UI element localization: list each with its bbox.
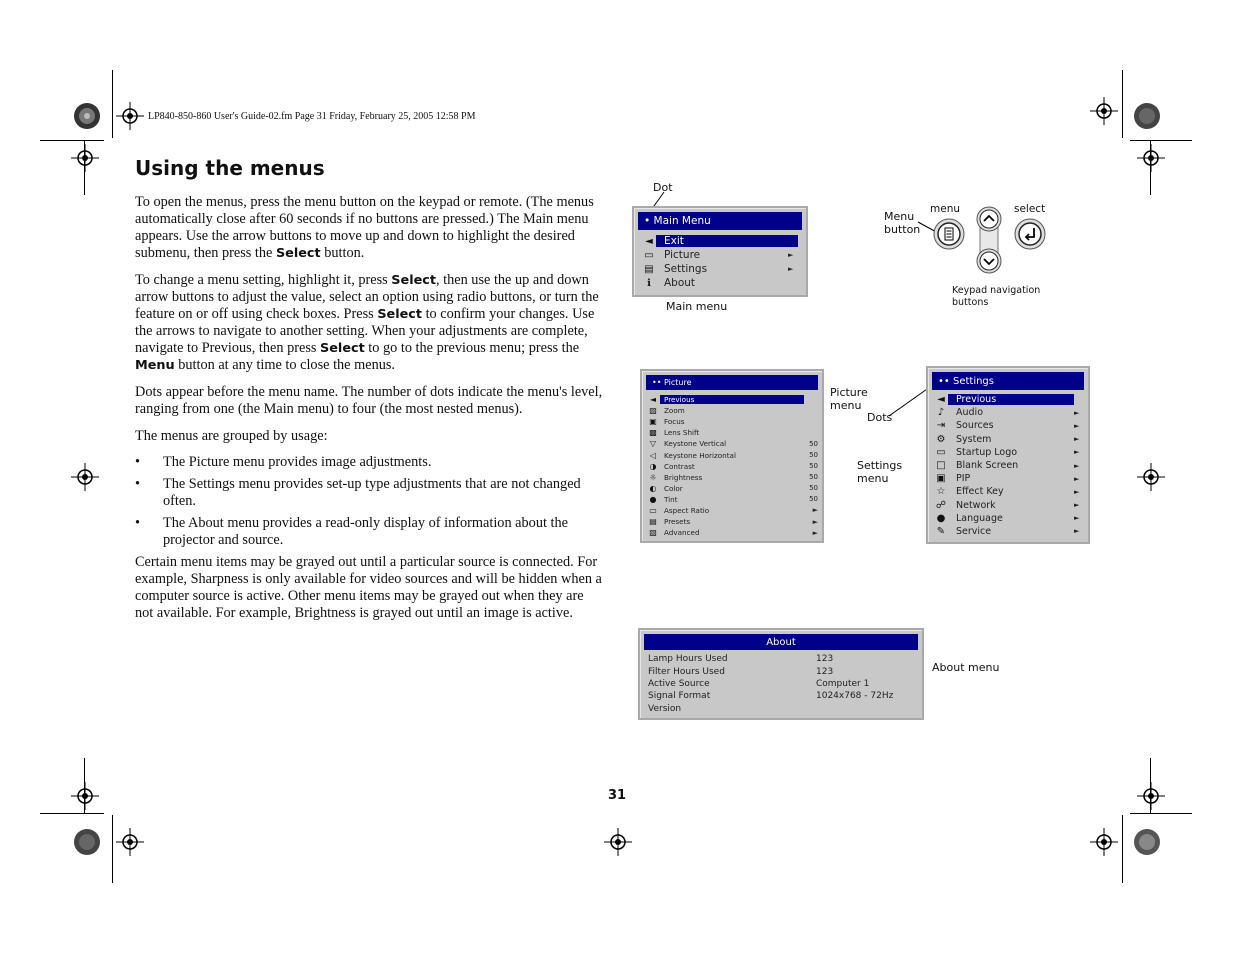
keypad-menu-label: menu <box>930 203 960 215</box>
about-row-label: Filter Hours Used <box>648 666 725 677</box>
menu-item-value: 50 <box>809 439 818 448</box>
submenu-arrow-icon: ► <box>1074 448 1080 457</box>
chevron-down-icon <box>976 248 1002 274</box>
picture-menu-item[interactable] <box>646 438 818 449</box>
bullet-text: The Settings menu provides set-up type adjustments that are not changed often. <box>163 476 581 509</box>
picture-item-icon: ▨ <box>649 406 657 416</box>
crosshair-icon <box>1090 828 1118 856</box>
picture-menu-list <box>646 394 818 538</box>
menu-item-label: Previous <box>948 394 1074 405</box>
crosshair-icon <box>1090 97 1118 125</box>
submenu-arrow-icon: ► <box>1074 527 1080 536</box>
bullet-item-settings <box>135 476 605 510</box>
bullet-item-about <box>135 515 605 549</box>
keypad-nav-label-line: buttons <box>952 297 989 308</box>
picture-menu-item[interactable] <box>646 416 818 427</box>
picture-item-icon: ▣ <box>649 417 657 427</box>
settings-menu-item[interactable] <box>934 459 1084 472</box>
submenu-arrow-icon: ► <box>788 265 794 273</box>
menu-item-label: Sources <box>956 420 994 432</box>
paragraph-2: To change a menu setting, highlight it, press Select, then use the up and down arrow buttons to adjust the value, select an option using radio buttons, or turn the feature on or off using check boxes. Press Select to confirm your changes. Use the arrows to navigate to another setting. When your adjustments are complete, navigate to Previous, then press Select to go to the previous menu; press the Menu button at any time to close the menus. <box>135 272 599 373</box>
picture-menu-item[interactable] <box>646 472 818 483</box>
menu-button-icon <box>933 218 965 250</box>
bullet-marker: • <box>135 454 141 470</box>
up-arrow-button[interactable] <box>976 206 1002 232</box>
menu-item-label: Blank Screen <box>956 460 1019 472</box>
main-menu-list <box>642 234 798 290</box>
menu-item-label: About <box>664 277 696 289</box>
settings-menu-caption <box>857 459 902 485</box>
down-arrow-button[interactable] <box>976 248 1002 274</box>
menu-item-label: Effect Key <box>956 486 1004 498</box>
main-menu-caption: Main menu <box>666 300 728 313</box>
menu-item-label: Presets <box>664 517 691 527</box>
picture-menu-item[interactable] <box>646 527 818 538</box>
settings-item-icon: ◄ <box>937 394 945 406</box>
menu-item-label: System <box>956 433 992 445</box>
picture-item-icon: ▤ <box>649 517 657 527</box>
menu-button-label-line: Menu <box>884 210 915 223</box>
crosshair-icon <box>1137 463 1165 491</box>
bullet-text: The About menu provides a read-only display of information about the projector and source. <box>163 515 568 548</box>
settings-menu-item[interactable] <box>934 499 1084 512</box>
dots-label: Dots <box>867 411 893 424</box>
menu-item-label: Picture <box>664 249 701 261</box>
dot-label: Dot <box>653 181 673 194</box>
menu-item-label: Contrast <box>664 461 695 471</box>
picture-menu-item[interactable] <box>646 394 818 405</box>
about-row <box>648 703 914 715</box>
picture-menu-item[interactable] <box>646 483 818 494</box>
settings-menu-item[interactable] <box>934 446 1084 459</box>
picture-item-icon: ▧ <box>649 528 657 538</box>
keypad-nav-label-line: Keypad navigation <box>952 285 1041 296</box>
settings-menu-item[interactable] <box>934 393 1084 406</box>
settings-item-icon: ☍ <box>935 499 947 511</box>
picture-menu-item[interactable] <box>646 405 818 416</box>
settings-item-icon: ♪ <box>937 407 945 419</box>
about-row-value: 123 <box>816 666 834 677</box>
about-row-value: Computer 1 <box>816 678 870 689</box>
info-icon: ℹ <box>647 277 651 289</box>
submenu-arrow-icon: ► <box>1074 421 1080 430</box>
picture-menu-item[interactable] <box>646 516 818 527</box>
submenu-arrow-icon: ► <box>1074 514 1080 523</box>
about-row <box>648 678 914 690</box>
settings-menu-window <box>926 366 1090 544</box>
paragraph-1: To open the menus, press the menu button on the keypad or remote. (The menus automatically close after 60 seconds if no buttons are pressed.) The Main menu appears. Use the arrow buttons to move up and down to highlight the desired submenu, then press the Select button. <box>135 194 594 261</box>
picture-item-icon: ▭ <box>649 505 657 515</box>
main-menu-title: • Main Menu <box>638 212 802 230</box>
settings-menu-item[interactable] <box>934 525 1084 538</box>
menu-item-value: 50 <box>809 495 818 504</box>
settings-item-icon: ▭ <box>936 446 946 458</box>
picture-item-icon: ☼ <box>649 472 657 482</box>
crosshair-icon <box>71 782 99 810</box>
menu-item-value: 50 <box>809 451 818 460</box>
menu-item-label: Service <box>956 525 992 537</box>
menu-item-value: 50 <box>809 462 818 471</box>
submenu-arrow-icon: ► <box>788 251 794 259</box>
menu-item-label: Startup Logo <box>956 446 1018 458</box>
settings-item-icon: ● <box>936 512 946 524</box>
menu-item-value: 50 <box>809 473 818 482</box>
print-header: LP840-850-860 User's Guide-02.fm Page 31 Friday, February 25, 2005 12:58 PM <box>148 111 476 122</box>
picture-item-icon: ◑ <box>649 461 657 471</box>
bullet-marker: • <box>135 515 141 531</box>
main-menu-item-exit[interactable] <box>642 234 798 248</box>
picture-menu-window <box>640 369 824 543</box>
settings-menu-item[interactable] <box>934 485 1084 498</box>
settings-menu-title: •• Settings <box>932 372 1084 390</box>
picture-menu-item[interactable] <box>646 505 818 516</box>
about-menu-list <box>648 653 914 715</box>
submenu-arrow-icon: ► <box>1074 474 1080 483</box>
menu-button[interactable] <box>933 218 965 250</box>
settings-menu-item[interactable] <box>934 419 1084 432</box>
crosshair-icon <box>116 102 144 130</box>
settings-menu-list <box>934 393 1084 538</box>
crosshair-icon <box>116 828 144 856</box>
menu-item-value: ► <box>812 506 818 515</box>
menu-item-label: Advanced <box>664 528 700 538</box>
menu-item-label: Lens Shift <box>664 428 700 438</box>
picture-item-icon: ◁ <box>649 450 657 460</box>
menu-item-label: Exit <box>656 235 798 247</box>
about-row <box>648 665 914 677</box>
select-button[interactable] <box>1014 218 1046 250</box>
about-row-label: Lamp Hours Used <box>648 654 728 665</box>
menu-item-label: Focus <box>664 417 685 427</box>
picture-menu-title: •• Picture <box>646 375 818 390</box>
picture-menu-item[interactable] <box>646 494 818 505</box>
menu-button-label-line: button <box>884 223 921 236</box>
picture-item-icon: ● <box>649 494 657 504</box>
picture-menu-caption-line: menu <box>830 399 862 412</box>
main-menu-item-settings[interactable] <box>642 262 798 276</box>
menu-item-label: Network <box>956 499 996 511</box>
picture-menu-caption <box>830 386 868 412</box>
submenu-arrow-icon: ► <box>1074 435 1080 444</box>
menu-item-label: Zoom <box>664 406 685 416</box>
menu-item-label: Tint <box>664 494 678 504</box>
settings-item-icon: ⚙ <box>936 433 946 445</box>
about-row <box>648 690 914 702</box>
settings-icon: ▤ <box>644 263 654 275</box>
about-row-label: Active Source <box>648 678 710 689</box>
picture-menu-item[interactable] <box>646 449 818 460</box>
menu-item-label: Language <box>956 512 1003 524</box>
settings-menu-item[interactable] <box>934 472 1084 485</box>
bullet-item-picture <box>135 454 605 471</box>
picture-item-icon: ▽ <box>649 439 657 449</box>
about-menu-title: About <box>644 634 918 650</box>
crosshair-icon <box>604 828 632 856</box>
about-row <box>648 653 914 665</box>
picture-item-icon: ◐ <box>649 483 657 493</box>
picture-item-icon: ◄ <box>649 395 657 405</box>
picture-menu-item[interactable] <box>646 427 818 438</box>
registration-target-icon <box>73 828 101 856</box>
crosshair-icon <box>1137 144 1165 172</box>
main-menu-item-picture[interactable] <box>642 248 798 262</box>
about-menu-window <box>638 628 924 720</box>
crosshair-icon <box>1137 782 1165 810</box>
settings-item-icon: □ <box>936 460 946 472</box>
about-row-value: 123 <box>816 654 834 665</box>
about-row-label: Version <box>648 703 682 714</box>
chevron-up-icon <box>976 206 1002 232</box>
back-arrow-icon: ◄ <box>645 235 653 247</box>
settings-menu-item[interactable] <box>934 406 1084 419</box>
menu-item-label: Keystone Horizontal <box>664 450 736 460</box>
paragraph-4: The menus are grouped by usage: <box>135 428 328 444</box>
submenu-arrow-icon: ► <box>1074 487 1080 496</box>
settings-item-icon: ✎ <box>936 525 946 537</box>
registration-target-icon <box>73 102 101 130</box>
keypad-nav-label <box>952 285 1040 309</box>
about-menu-caption: About menu <box>932 661 1000 674</box>
menu-item-label: Keystone Vertical <box>664 439 727 449</box>
submenu-arrow-icon: ► <box>1074 501 1080 510</box>
settings-item-icon: ▣ <box>936 473 946 485</box>
page-number: 31 <box>608 788 627 803</box>
main-menu-window <box>632 206 808 297</box>
menu-item-label: PIP <box>956 473 971 485</box>
submenu-arrow-icon: ► <box>1074 461 1080 470</box>
menu-item-label: Color <box>664 483 683 493</box>
menu-item-value: 50 <box>809 484 818 493</box>
picture-icon: ▭ <box>644 249 654 261</box>
submenu-arrow-icon: ► <box>1074 408 1080 417</box>
about-row-value: 1024x768 - 72Hz <box>816 691 894 702</box>
picture-menu-item[interactable] <box>646 461 818 472</box>
paragraph-3: Dots appear before the menu name. The number of dots indicate the menu's level, ranging from one (the Main menu) to four (the most nested menus). <box>135 384 603 417</box>
menu-item-label: Brightness <box>664 472 703 482</box>
keypad-select-label: select <box>1014 203 1046 215</box>
menu-item-label: Audio <box>956 407 984 419</box>
crosshair-icon <box>71 463 99 491</box>
crosshair-icon <box>71 144 99 172</box>
settings-menu-item[interactable] <box>934 433 1084 446</box>
settings-item-icon: ⇥ <box>936 420 946 432</box>
picture-item-icon: ▩ <box>649 428 657 438</box>
settings-item-icon: ☆ <box>936 486 946 498</box>
enter-icon <box>1014 218 1046 250</box>
menu-item-label: Previous <box>660 395 804 404</box>
bullet-marker: • <box>135 476 141 492</box>
settings-menu-item[interactable] <box>934 512 1084 525</box>
paragraph-5: Certain menu items may be grayed out until a particular source is connected. For example, Sharpness is only available for video sources and will be hidden when a computer source is active. Other menu items may be grayed out when they are not available. For example, Brightness is grayed out until an image is active. <box>135 554 602 621</box>
main-menu-item-about[interactable] <box>642 276 798 290</box>
settings-menu-caption-line: Settings <box>857 459 903 472</box>
menu-item-label: Aspect Ratio <box>664 505 710 515</box>
menu-item-value: ► <box>812 528 818 537</box>
picture-menu-caption-line: Picture <box>830 386 868 399</box>
bullet-text: The Picture menu provides image adjustments. <box>163 454 432 470</box>
menu-item-value: ► <box>812 517 818 526</box>
registration-target-icon <box>1133 828 1161 856</box>
registration-target-icon <box>1133 102 1161 130</box>
settings-menu-caption-line: menu <box>857 472 889 485</box>
menu-item-label: Settings <box>664 263 708 275</box>
about-row-label: Signal Format <box>648 691 711 702</box>
page-title: Using the menus <box>135 156 325 180</box>
